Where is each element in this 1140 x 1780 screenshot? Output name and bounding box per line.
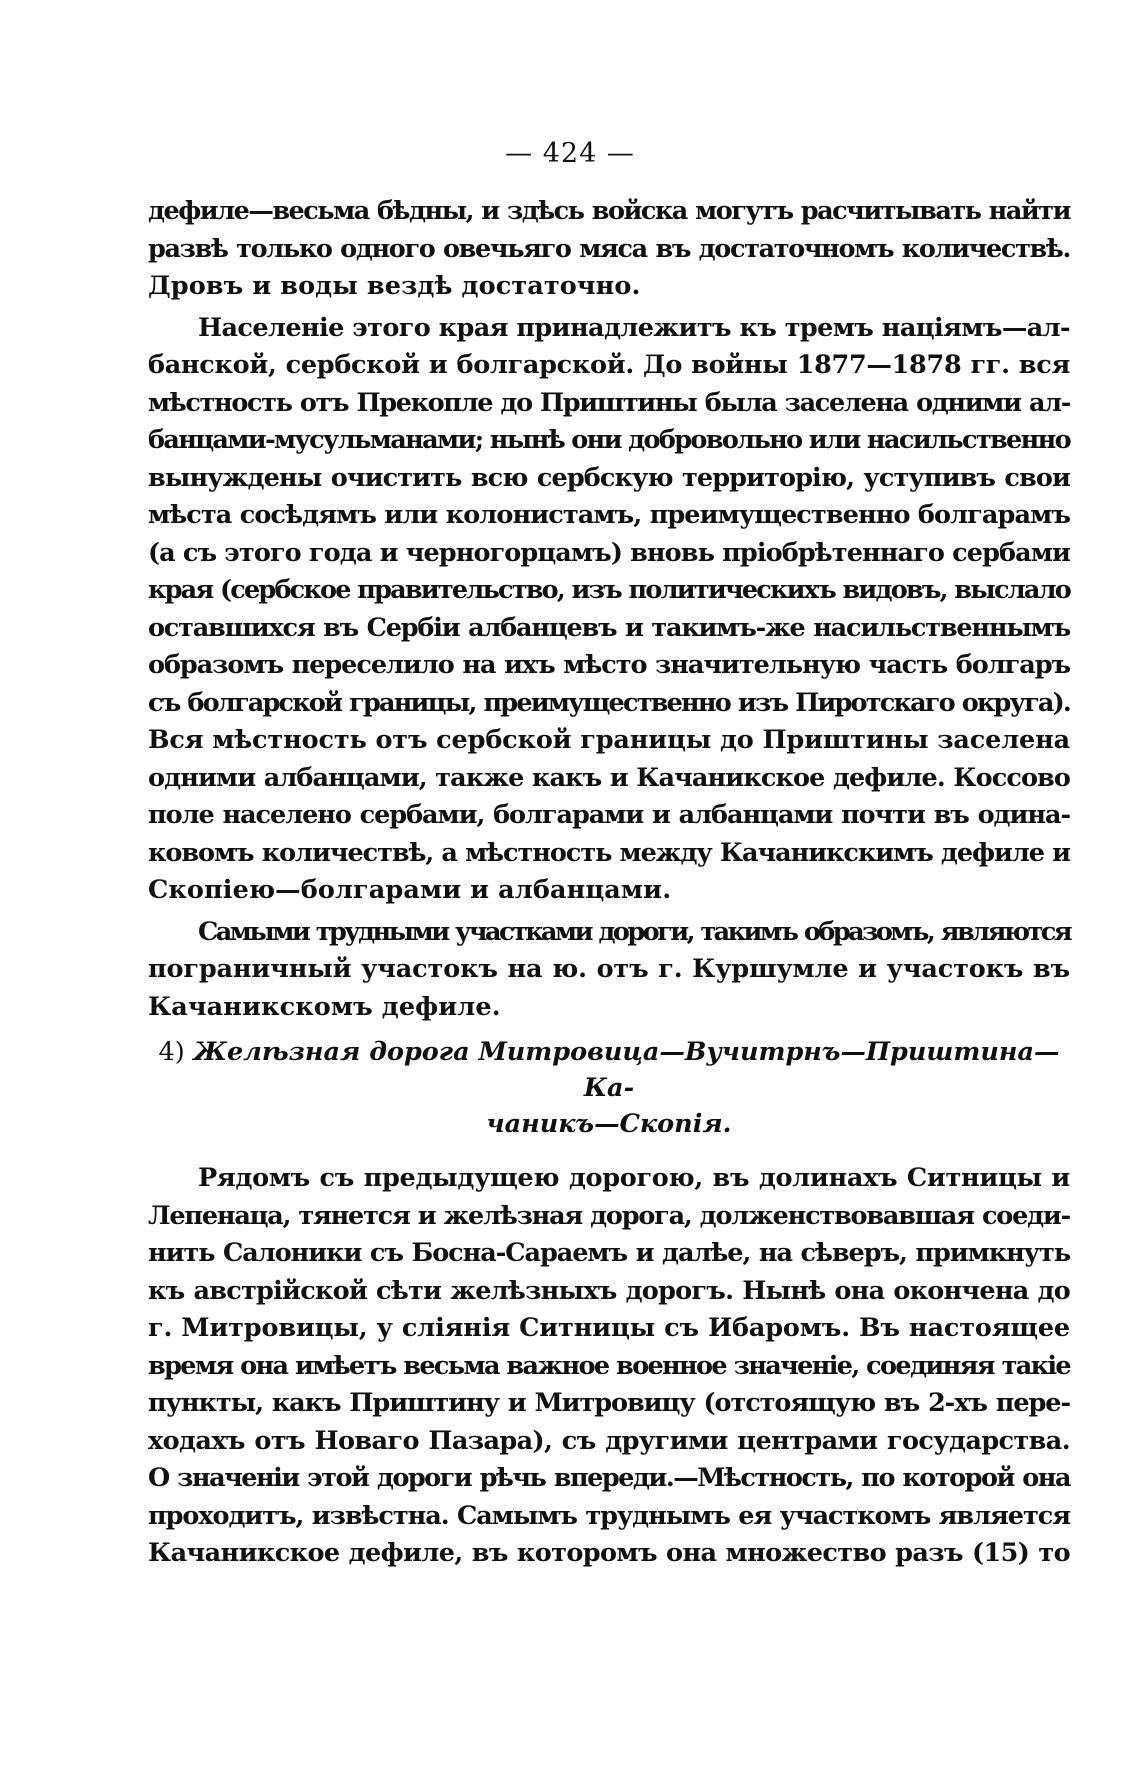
text-line: проходитъ, извѣстна. Самымъ труднымъ ея участкомъ является bbox=[148, 1500, 1070, 1531]
text-line: къ австрійской сѣти желѣзныхъ дорогъ. Нынѣ она окончена до bbox=[148, 1275, 1070, 1306]
text-line: развѣ только одного овечьяго мяса въ достаточномъ количествѣ. bbox=[148, 233, 1070, 264]
text-line: дефиле—весьма бѣдны, и здѣсь войска могутъ расчитывать найти bbox=[148, 196, 1070, 226]
text-line: Рядомъ съ предыдущею дорогою, въ долинахъ Ситницы и bbox=[198, 1163, 1070, 1193]
text-line: Дровъ и воды вездѣ достаточно. bbox=[148, 271, 641, 301]
text-line: съ болгарской границы, преимущественно изъ Пиротскаго округа). bbox=[148, 687, 1070, 718]
section-number: 4) bbox=[158, 1037, 185, 1067]
paragraph-3 bbox=[148, 914, 1070, 1027]
text-line: мѣста сосѣдямъ или колонистамъ, преимущественно болгарамъ bbox=[148, 500, 1070, 530]
text-line: Скопіею—болгарами и албанцами. bbox=[148, 875, 672, 905]
text-line: пограничный участокъ на ю. отъ г. Куршумле и участокъ въ bbox=[148, 954, 1070, 984]
section-heading bbox=[148, 1034, 1070, 1142]
text-line: время она имѣетъ весьма важное военное значеніе, соединяя такіе bbox=[148, 1350, 1070, 1381]
text-line: банской, сербской и болгарской. До войны 1877—1878 гг. вся bbox=[148, 350, 1070, 380]
text-line: образомъ переселило на ихъ мѣсто значительную часть болгаръ bbox=[148, 650, 1070, 680]
text-line: ходахъ отъ Новаго Пазара), съ другими центрами государства. bbox=[148, 1425, 1070, 1456]
text-line: Качаникское дефиле, въ которомъ она множество разъ (15) то bbox=[148, 1538, 1070, 1568]
paragraph-1 bbox=[148, 193, 1070, 306]
text-line: Населеніе этого края принадлежитъ къ тремъ націямъ—ал- bbox=[198, 312, 1070, 343]
text-line: вынуждены очистить всю сербскую территорію, уступивъ свои bbox=[148, 462, 1070, 493]
paragraph-2 bbox=[148, 310, 1070, 910]
text-line: края (сербское правительство, изъ политическихъ видовъ, выслало bbox=[148, 575, 1070, 605]
text-line: нить Салоники съ Босна-Сараемъ и далѣе, на сѣверъ, примкнуть bbox=[148, 1238, 1070, 1268]
section-title-part-1: Желѣзная дорога Митровица—Вучитрнъ—Приштина—Ка- bbox=[193, 1037, 1060, 1103]
text-line: одними албанцами, также какъ и Качаникское дефиле. Коссово bbox=[148, 762, 1070, 793]
text-line: (а съ этого года и черногорцамъ) вновь пріобрѣтеннаго сербами bbox=[148, 537, 1070, 568]
section-heading-line-1 bbox=[156, 1034, 1062, 1106]
text-line: Качаникскомъ дефиле. bbox=[148, 991, 501, 1022]
page-number: — 424 — bbox=[505, 138, 635, 169]
text-line: пункты, какъ Приштину и Митровицу (отстоящую въ 2-хъ пере- bbox=[148, 1388, 1070, 1418]
text-line: Лепенаца, тянется и желѣзная дорога, долженствовавшая соеди- bbox=[148, 1200, 1070, 1231]
text-line: оставшихся въ Сербіи албанцевъ и такимъ-же насильственнымъ bbox=[148, 612, 1070, 643]
text-line: банцами-мусульманами; нынѣ они добровольно или насильственно bbox=[148, 425, 1070, 455]
text-line: О значеніи этой дороги рѣчь впереди.—Мѣстность, по которой она bbox=[148, 1463, 1070, 1493]
section-title-part-2: чаникъ—Скопія. bbox=[486, 1109, 732, 1139]
text-line: мѣстность отъ Прекопле до Приштины была заселена одними ал- bbox=[148, 387, 1070, 418]
paragraph-4 bbox=[148, 1160, 1070, 1573]
text-line: Самыми трудными участками дороги, такимъ образомъ, являются bbox=[198, 916, 1070, 947]
text-line: ковомъ количествѣ, а мѣстность между Качаникскимъ дефиле и bbox=[148, 837, 1070, 868]
text-line: Вся мѣстность отъ сербской границы до Приштины заселена bbox=[148, 725, 1070, 755]
text-block bbox=[148, 193, 1070, 1573]
text-line: г. Митровицы, у сліянія Ситницы съ Ибаромъ. Въ настоящее bbox=[148, 1313, 1070, 1343]
text-line: поле населено сербами, болгарами и албанцами почти въ одина- bbox=[148, 800, 1070, 830]
